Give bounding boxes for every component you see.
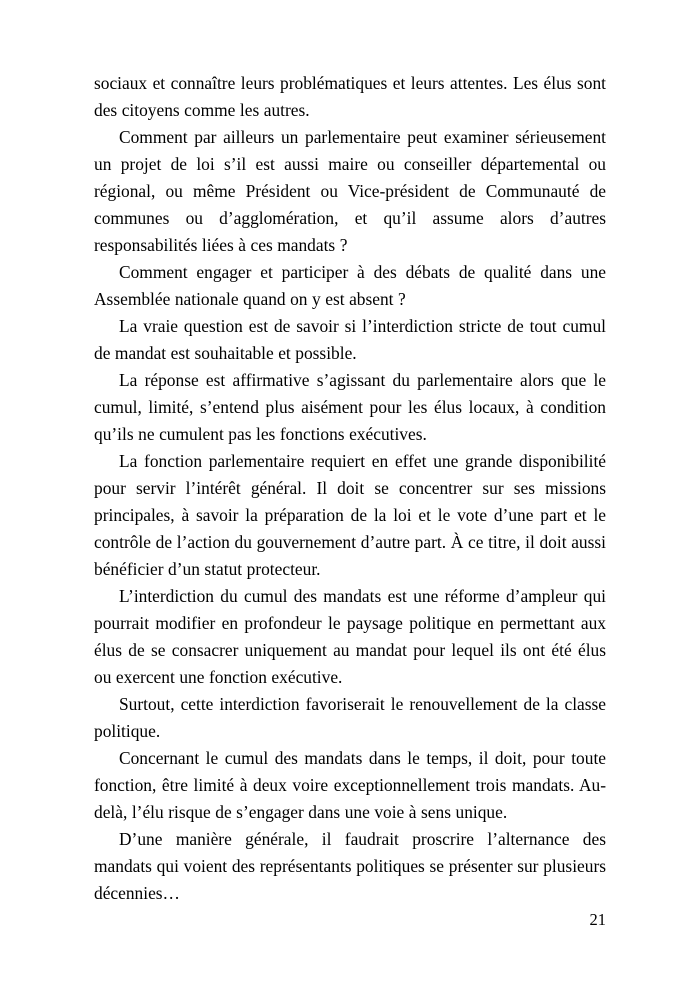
paragraph: Comment engager et participer à des débats de qualité dans une Assemblée nationale quand on y est absent ? [94, 262, 606, 309]
paragraph: Concernant le cumul des mandats dans le temps, il doit, pour toute fonction, être limité à deux voire exceptionnellement trois mandats. Au-delà, l’élu risque de s’engager dans une voie à sens unique. [94, 748, 606, 822]
paragraph: Surtout, cette interdiction favoriserait le renouvellement de la classe politique. [94, 694, 606, 741]
body-text-block [94, 70, 606, 907]
paragraph: La réponse est affirmative s’agissant du parlementaire alors que le cumul, limité, s’entend plus aisément pour les élus locaux, à condition qu’ils ne cumulent pas les fonctions exécutives. [94, 370, 606, 444]
paragraph: D’une manière générale, il faudrait proscrire l’alternance des mandats qui voient des représentants politiques se présenter sur plusieurs décennies… [94, 829, 606, 903]
paragraph: Comment par ailleurs un parlementaire peut examiner sérieusement un projet de loi s’il est aussi maire ou conseiller départemental ou régional, ou même Président ou Vice-président de Communauté de communes ou d’agglomération, et qu’il assume alors d’autres responsabilités liées à ces mandats ? [94, 127, 606, 255]
paragraph-continuation: sociaux et connaître leurs problématiques et leurs attentes. Les élus sont des citoyens comme les autres. [94, 73, 606, 120]
page-number: 21 [589, 910, 606, 929]
paragraph: La fonction parlementaire requiert en effet une grande disponibilité pour servir l’intérêt général. Il doit se concentrer sur ses missions principales, à savoir la préparation de la loi et le vote d’une part et le contrôle de l’action du gouvernement d’autre part. À ce titre, il doit aussi bénéficier d’un statut protecteur. [94, 451, 606, 579]
paragraph: La vraie question est de savoir si l’interdiction stricte de tout cumul de mandat est souhaitable et possible. [94, 316, 606, 363]
paragraph: L’interdiction du cumul des mandats est une réforme d’ampleur qui pourrait modifier en profondeur le paysage politique en permettant aux élus de se consacrer uniquement au mandat pour lequel ils ont été élus ou exercent une fonction exécutive. [94, 586, 606, 687]
